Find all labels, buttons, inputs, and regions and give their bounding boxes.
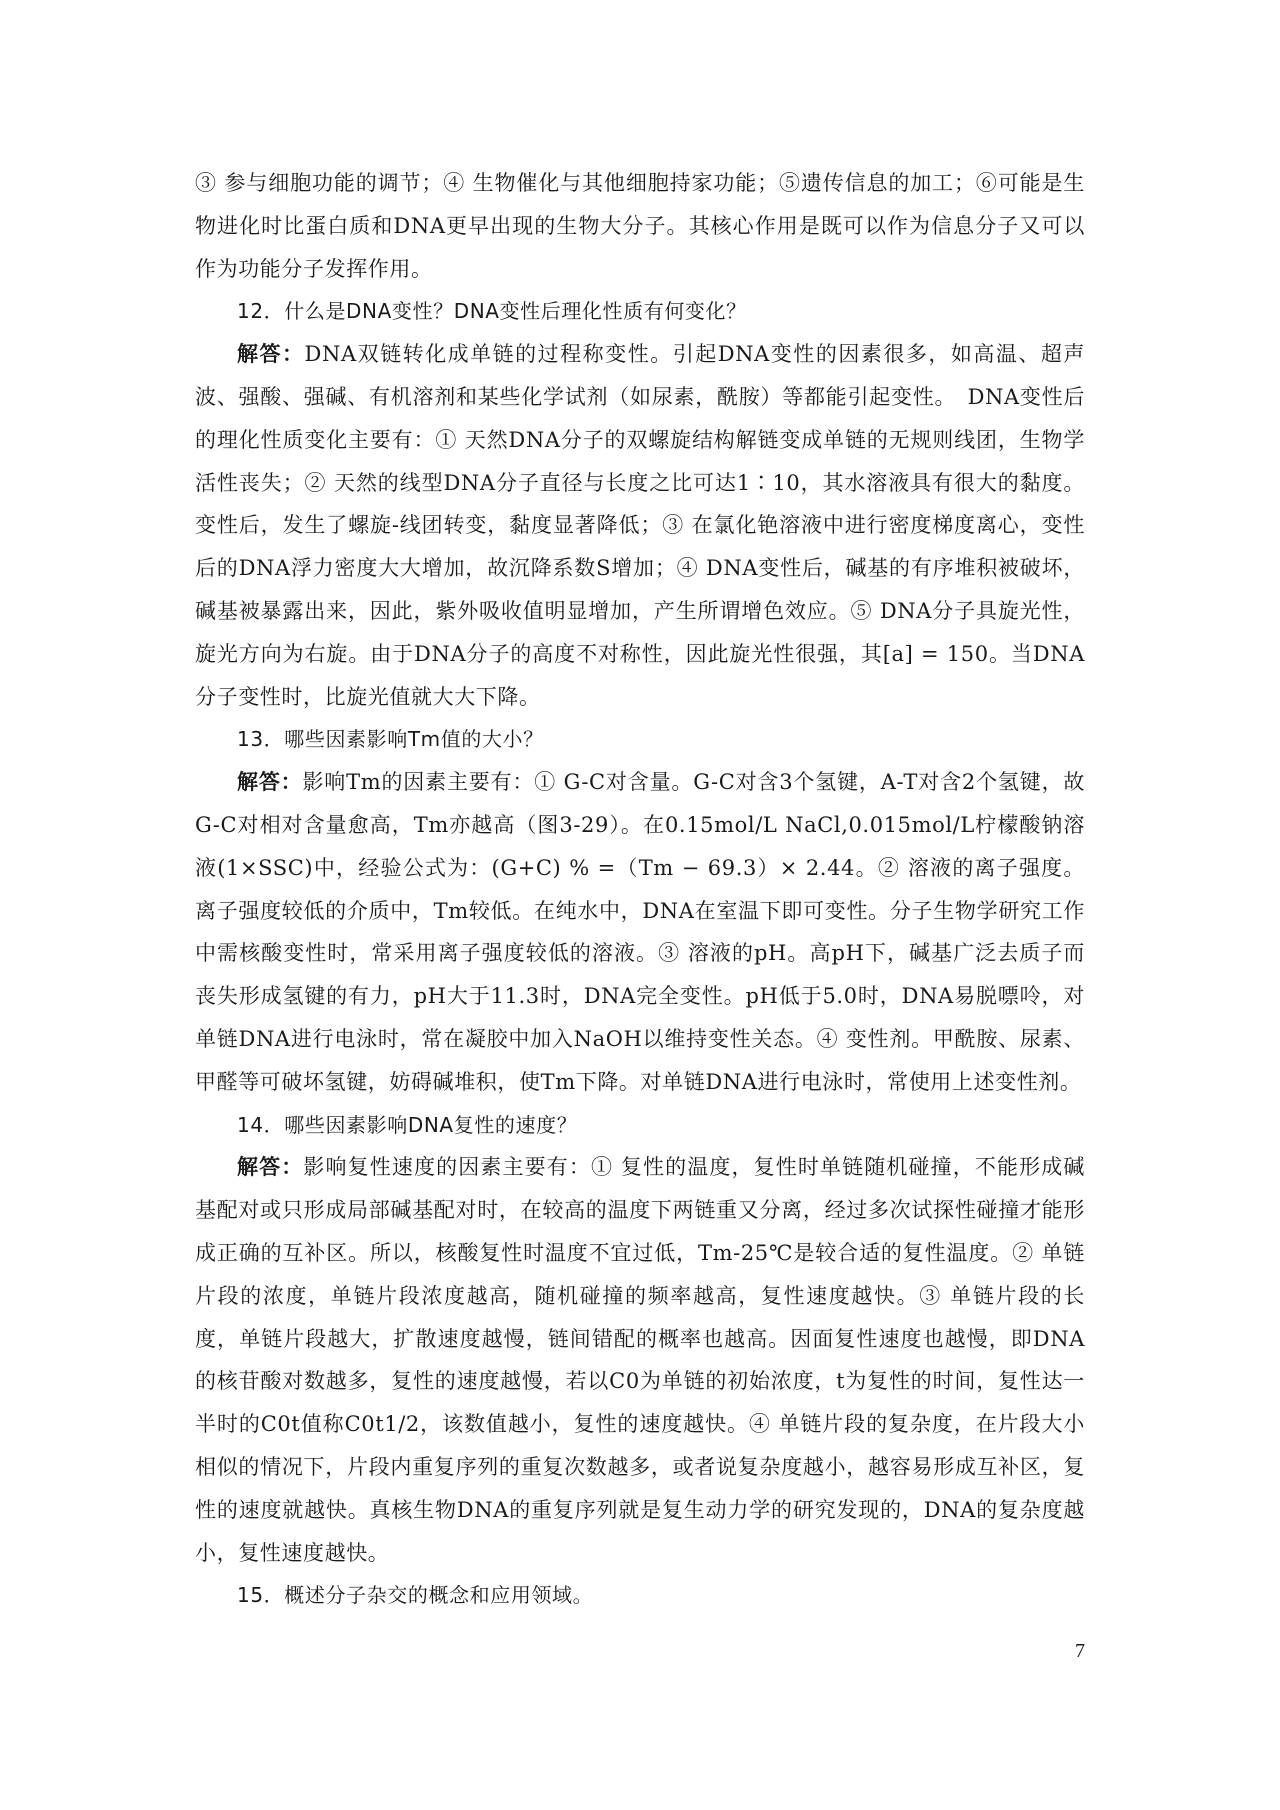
question-15: 15．概述分子杂交的概念和应用领域。 bbox=[237, 1583, 594, 1608]
continuation-paragraph: ③ 参与细胞功能的调节；④ 生物催化与其他细胞持家功能；⑤遗传信息的加工；⑥可能是生物进化时比蛋白质和DNA更早出现的生物大分子。其核心作用是既可以作为信息分子又可以作为功能分子发挥作用。 bbox=[195, 171, 1085, 281]
answer-label: 解答： bbox=[237, 769, 303, 795]
question-14: 14．哪些因素影响DNA复性的速度？ bbox=[237, 1112, 578, 1137]
answer-13 bbox=[195, 761, 1085, 1103]
document-body bbox=[195, 162, 1085, 1617]
answer-13-text: 影响Tm的因素主要有：① G-C对含量。G-C对含3个氢键，A-T对含2个氢键，故G-C对相对含量愈高，Tm亦越高（图3-29）。在0.15mol/L NaCl,0.015mol/L柠檬酸钠溶液(1×SSC)中，经验公式为：(G+C) % =（Tm − 69.3）× 2.44。② 溶液的离子强度。离子强度较低的介质中，Tm较低。在纯水中，DNA在室温下即可变性。分子生物学研究工作中需核酸变性时，常采用离子强度较低的溶液。③ 溶液的pH。高pH下，碱基广泛去质子而丧失形成氢键的有力，pH大于11.3时，DNA完全变性。pH低于5.0时，DNA易脱嘌呤，对单链DNA进行电泳时，常在凝胶中加入NaOH以维持变性关态。④ 变性剂。甲酰胺、尿素、甲醛等可破坏氢键，妨碍碱堆积，使Tm下降。对单链DNA进行电泳时，常使用上述变性剂。 bbox=[195, 770, 1085, 1094]
answer-12 bbox=[195, 333, 1085, 718]
question-13: 13．哪些因素影响Tm值的大小？ bbox=[237, 727, 544, 752]
answer-14 bbox=[195, 1146, 1085, 1574]
answer-label: 解答： bbox=[237, 1154, 304, 1180]
page-number: 7 bbox=[1075, 1640, 1085, 1662]
answer-12-text: DNA双链转化成单链的过程称变性。引起DNA变性的因素很多，如高温、超声波、强酸、强碱、有机溶剂和某些化学试剂（如尿素，酰胺）等都能引起变性。 DNA变性后的理化性质变化主要有：① 天然DNA分子的双螺旋结构解链变成单链的无规则线团，生物学活性丧失；② 天然的线型DNA分子直径与长度之比可达1∶10，其水溶液具有很大的黏度。变性后，发生了螺旋-线团转变，黏度显著降低；③ 在氯化铯溶液中进行密度梯度离心，变性后的DNA浮力密度大大增加，故沉降系数S增加；④ DNA变性后，碱基的有序堆积被破坏，碱基被暴露出来，因此，紫外吸收值明显增加，产生所谓增色效应。⑤ DNA分子具旋光性，旋光方向为右旋。由于DNA分子的高度不对称性，因此旋光性很强，其[a] = 150。当DNA分子变性时，比旋光值就大大下降。 bbox=[195, 342, 1085, 709]
answer-14-text: 影响复性速度的因素主要有：① 复性的温度，复性时单链随机碰撞，不能形成碱基配对或只形成局部碱基配对时，在较高的温度下两链重又分离，经过多次试探性碰撞才能形成正确的互补区。所以，核酸复性时温度不宜过低，Tm-25℃是较合适的复性温度。② 单链片段的浓度，单链片段浓度越高，随机碰撞的频率越高，复性速度越快。③ 单链片段的长度，单链片段越大，扩散速度越慢，链间错配的概率也越高。因面复性速度也越慢，即DNA的核苷酸对数越多，复性的速度越慢，若以C0为单链的初始浓度，t为复性的时间，复性达一半时的C0t值称C0t1/2，该数值越小，复性的速度越快。④ 单链片段的复杂度，在片段大小相似的情况下，片段内重复序列的重复次数越多，或者说复杂度越小，越容易形成互补区，复性的速度就越快。真核生物DNA的重复序列就是复生动力学的研究发现的，DNA的复杂度越小，复性速度越快。 bbox=[195, 1155, 1085, 1565]
question-12: 12．什么是DNA变性？DNA变性后理化性质有何变化？ bbox=[237, 299, 747, 324]
answer-label: 解答： bbox=[237, 341, 305, 367]
